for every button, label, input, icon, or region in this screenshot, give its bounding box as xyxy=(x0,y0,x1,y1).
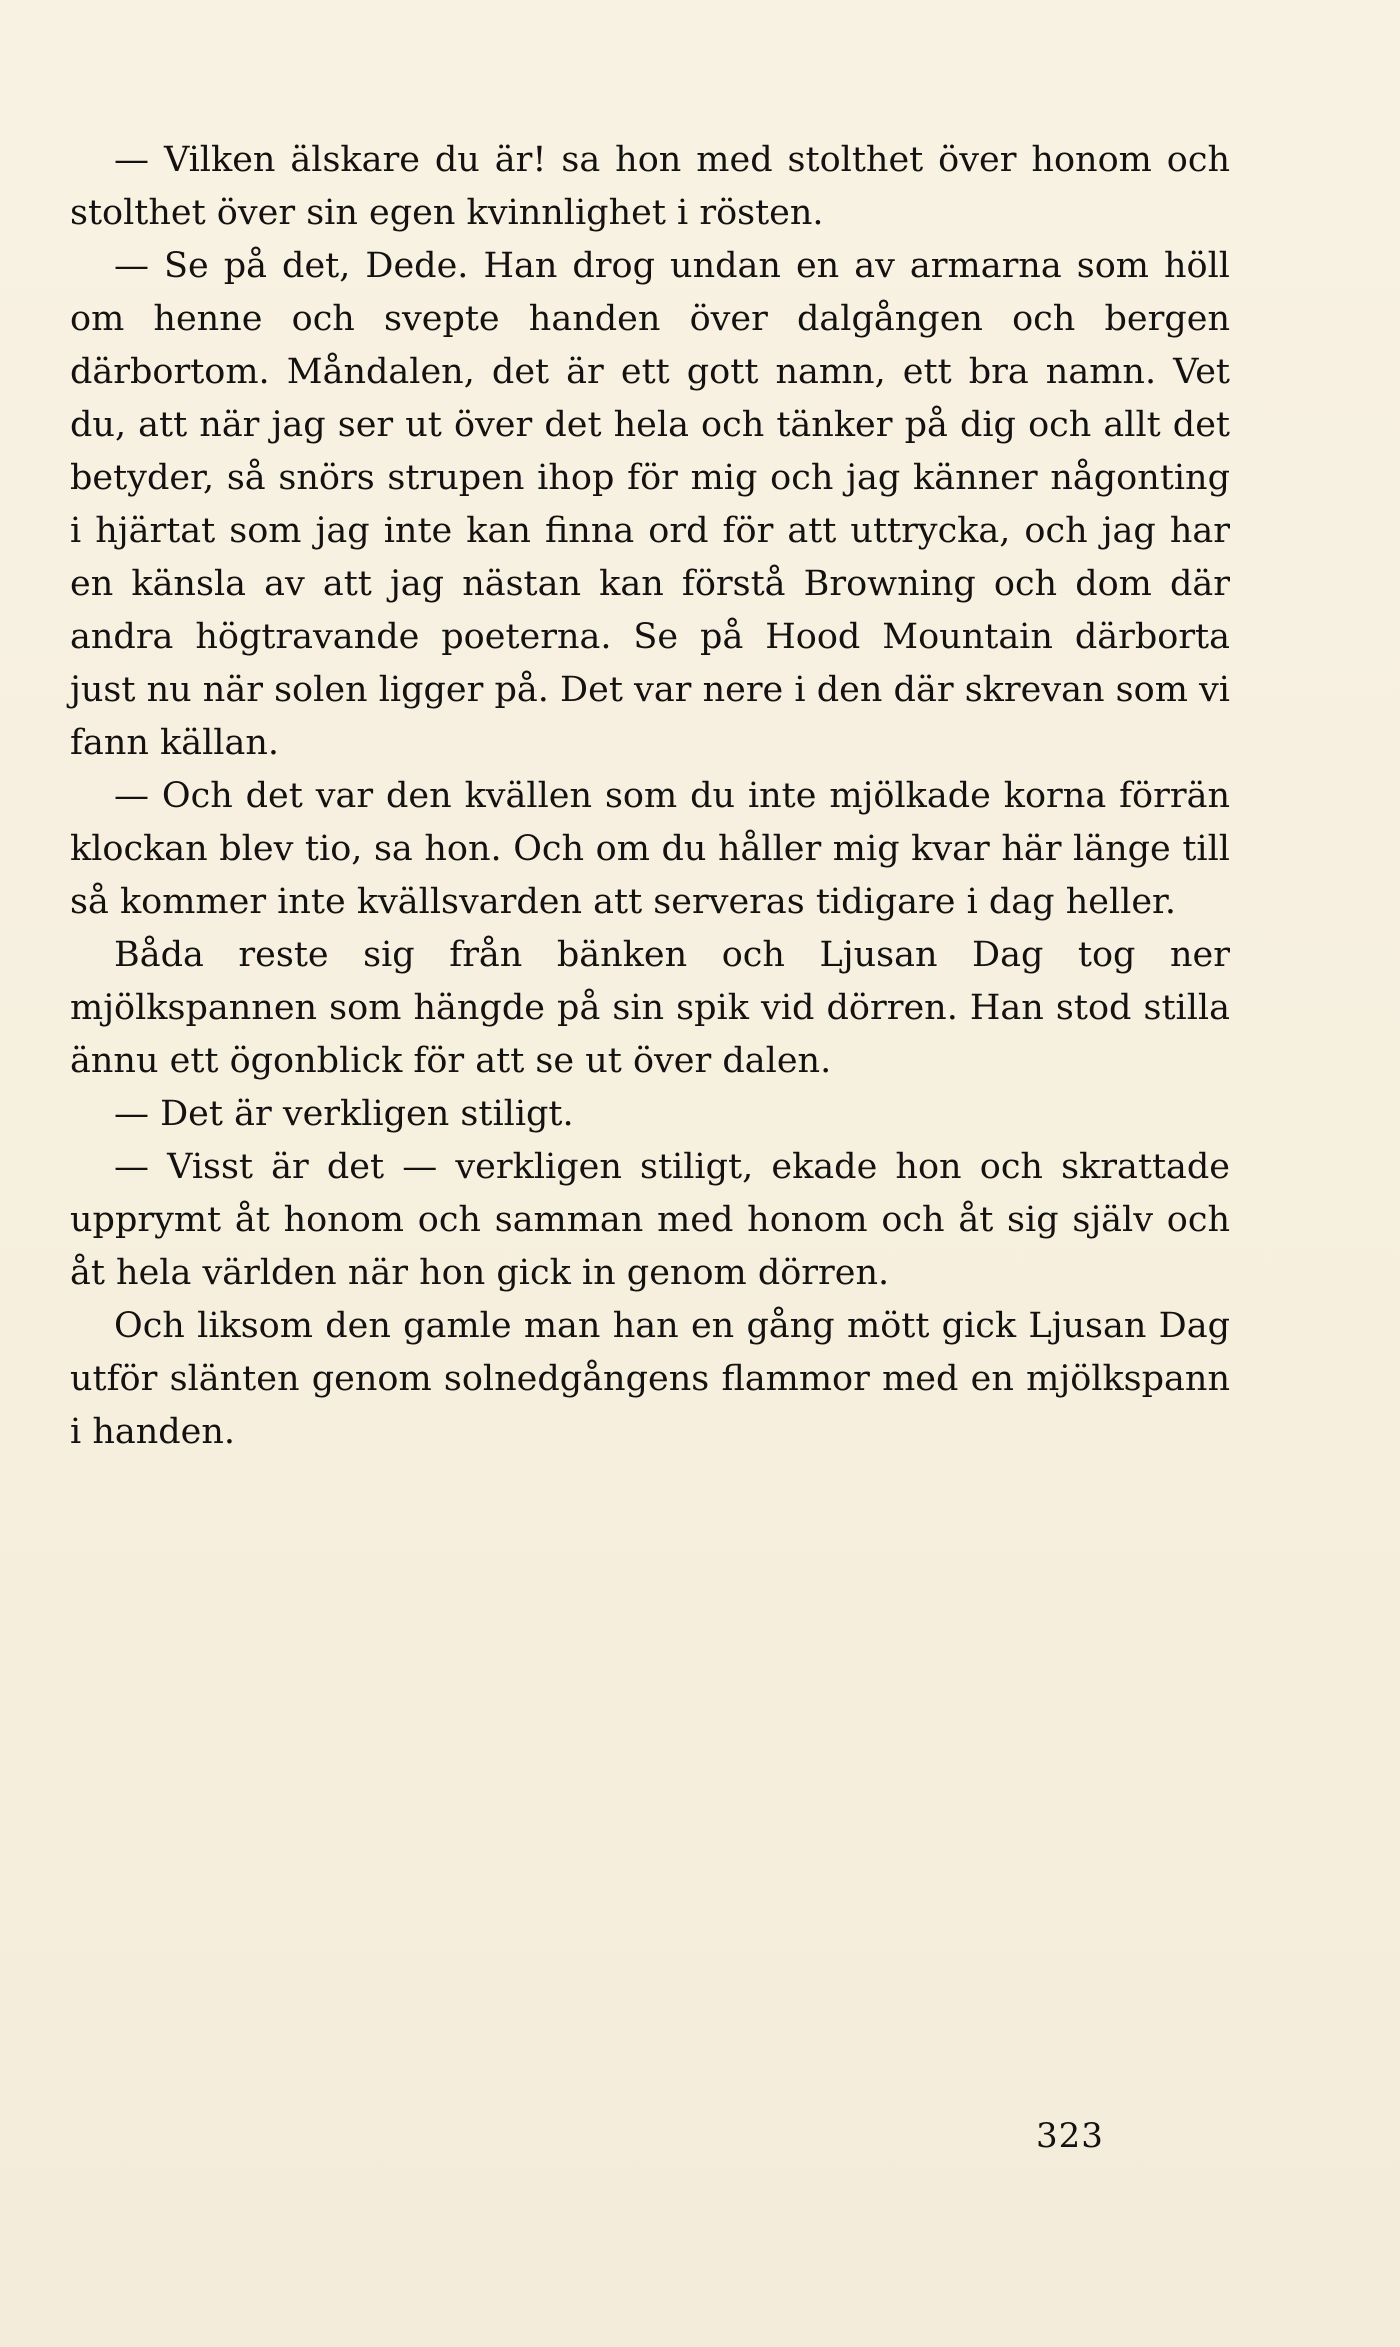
paragraph: — Vilken älskare du är! sa hon med stolthet över honom och stolthet över sin egen kvinnlighet i rösten. xyxy=(70,140,1230,233)
paragraph: Båda reste sig från bänken och Ljusan Dag tog ner mjölkspannen som hängde på sin spik vid dörren. Han stod stilla ännu ett ögonblick för att se ut över dalen. xyxy=(70,935,1230,1081)
paragraph: — Och det var den kvällen som du inte mjölkade korna förrän klockan blev tio, sa hon. Och om du håller mig kvar här länge till så kommer inte kvällsvarden att serveras tidigare i dag heller. xyxy=(70,776,1230,922)
body-text xyxy=(70,134,1230,1459)
page-number: 323 xyxy=(1036,2116,1104,2156)
paragraph: — Visst är det — verkligen stiligt, ekade hon och skrattade upprymt åt honom och samman med honom och åt sig själv och åt hela världen när hon gick in genom dörren. xyxy=(70,1147,1230,1293)
paragraph: — Det är verkligen stiligt. xyxy=(114,1094,574,1134)
paragraph: — Se på det, Dede. Han drog undan en av armarna som höll om henne och svepte handen över dalgången och bergen därbortom. Måndalen, det är ett gott namn, ett bra namn. Vet du, att när jag ser ut över det hela och tänker på dig och allt det betyder, så snörs strupen ihop för mig och jag känner någonting i hjärtat som jag inte kan finna ord för att uttrycka, och jag har en känsla av att jag nästan kan förstå Browning och dom där andra högtravande poeterna. Se på Hood Mountain därborta just nu när solen ligger på. Det var nere i den där skrevan som vi fann källan. xyxy=(70,246,1230,763)
paragraph: Och liksom den gamle man han en gång mött gick Ljusan Dag utför slänten genom solnedgångens flammor med en mjölkspann i handen. xyxy=(70,1306,1230,1452)
